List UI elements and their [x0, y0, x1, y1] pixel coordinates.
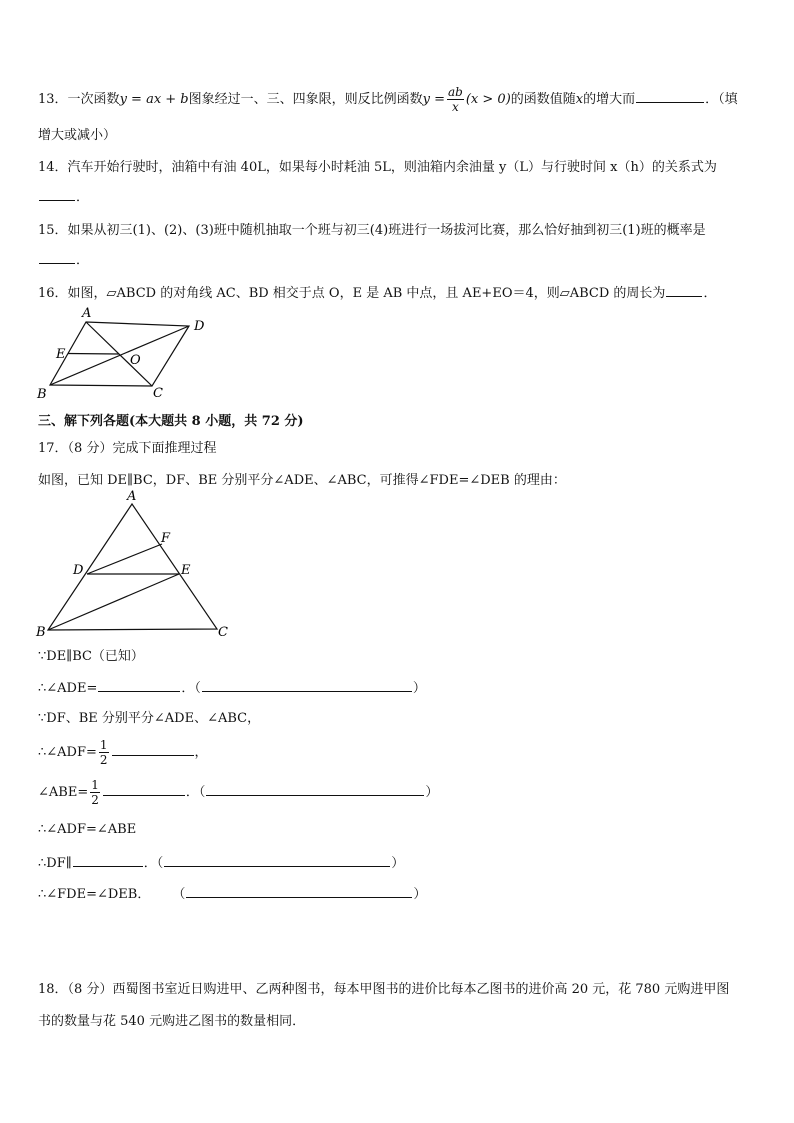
label-e: E: [181, 563, 191, 578]
reason-blank[interactable]: [202, 690, 412, 692]
reason-blank[interactable]: [164, 865, 390, 867]
fraction-one-half: $\frac{1}{2}$: [91, 778, 99, 807]
question-number: 17．: [38, 441, 68, 456]
question-14: 14．汽车开始行驶时，油箱中有油 40L，如果每小时耗油 5L，则油箱内余油量 y（L）与行驶时间 x（h）的关系式为: [38, 160, 717, 175]
proof-step-8: ∴∠FDE=∠DEB． （ ）: [38, 887, 427, 902]
proof-step-6: ∴∠ADF=∠ABE: [38, 822, 137, 837]
answer-blank[interactable]: [112, 754, 194, 756]
label-e: E: [56, 347, 66, 362]
question-15: 15．如果从初三(1)、(2)、(3)班中随机抽取一个班与初三(4)班进行一场拔河比赛，那么恰好抽到初三(1)班的概率是: [38, 223, 706, 238]
proof-step-5: ∠ABE= $\frac{1}{2}$ ．（ ）: [38, 778, 439, 807]
label-f: F: [161, 531, 171, 546]
answer-blank[interactable]: [39, 262, 75, 264]
label-d: D: [194, 319, 205, 334]
question-15-answer: ．: [38, 249, 89, 268]
proof-step-2: ∴∠ADE= ．（ ）: [38, 681, 426, 696]
question-17-intro: 如图，已知 DE∥BC，DF、BE 分别平分∠ADE、∠ABC，可推得∠FDE=∠DEB 的理由：: [38, 473, 566, 488]
question-17-header: 17．（8 分）完成下面推理过程: [38, 441, 217, 456]
reason-blank[interactable]: [186, 896, 412, 898]
linear-function: y = ax + b: [119, 92, 189, 107]
label-d: D: [73, 563, 84, 578]
proof-step-3: ∵DF、BE 分别平分∠ADE、∠ABC，: [38, 711, 261, 726]
question-number: 16．: [38, 286, 68, 301]
question-18-line2: 书的数量与花 540 元购进乙图书的数量相同．: [38, 1014, 306, 1029]
question-number: 15．: [38, 223, 68, 238]
fraction-ab-over-x: $\frac{ab}{x}$: [448, 85, 463, 114]
answer-blank[interactable]: [103, 794, 185, 796]
label-b: B: [37, 387, 47, 402]
label-c: C: [153, 386, 163, 401]
label-a: A: [127, 489, 137, 504]
proof-step-4: ∴∠ADF= $\frac{1}{2}$ ，: [38, 738, 208, 767]
question-13-line2: 增大或减小）: [38, 128, 117, 143]
answer-blank[interactable]: [73, 865, 143, 867]
question-16: 16．如图，▱ABCD 的对角线 AC、BD 相交于点 O，E 是 AB 中点，且 AE+EO＝4，则▱ABCD 的周长为 ．: [38, 286, 717, 301]
question-number: 13．: [38, 92, 68, 107]
reason-blank[interactable]: [206, 794, 424, 796]
label-b: B: [36, 625, 46, 640]
question-13: 13．一次函数y = ax + b图象经过一、三、四象限，则反比例函数y = $\frac{ab}{x}$ (x > 0)的函数值随x的增大而 ．（填: [38, 85, 738, 114]
answer-blank[interactable]: [98, 690, 180, 692]
question-14-answer: ．: [38, 186, 89, 205]
proof-step-1: ∵DE∥BC（已知）: [38, 649, 144, 664]
question-18: 18．（8 分）西蜀图书室近日购进甲、乙两种图书，每本甲图书的进价比每本乙图书的进价高 20 元，花 780 元购进甲图: [38, 982, 730, 997]
proof-step-7: ∴DF∥ ．（ ）: [38, 856, 405, 871]
triangle-figure: [34, 488, 244, 644]
parallelogram-figure: [34, 306, 214, 402]
label-o: O: [130, 353, 141, 368]
label-c: C: [218, 625, 228, 640]
question-number: 14．: [38, 160, 68, 175]
section-heading: 三、解下列各题(本大题共 8 小题，共 72 分): [38, 414, 304, 429]
label-a: A: [82, 306, 92, 321]
answer-blank[interactable]: [666, 295, 702, 297]
fraction-one-half: $\frac{1}{2}$: [99, 738, 108, 767]
question-number: 18．: [38, 982, 68, 997]
answer-blank[interactable]: [39, 199, 75, 201]
answer-blank[interactable]: [636, 101, 704, 103]
